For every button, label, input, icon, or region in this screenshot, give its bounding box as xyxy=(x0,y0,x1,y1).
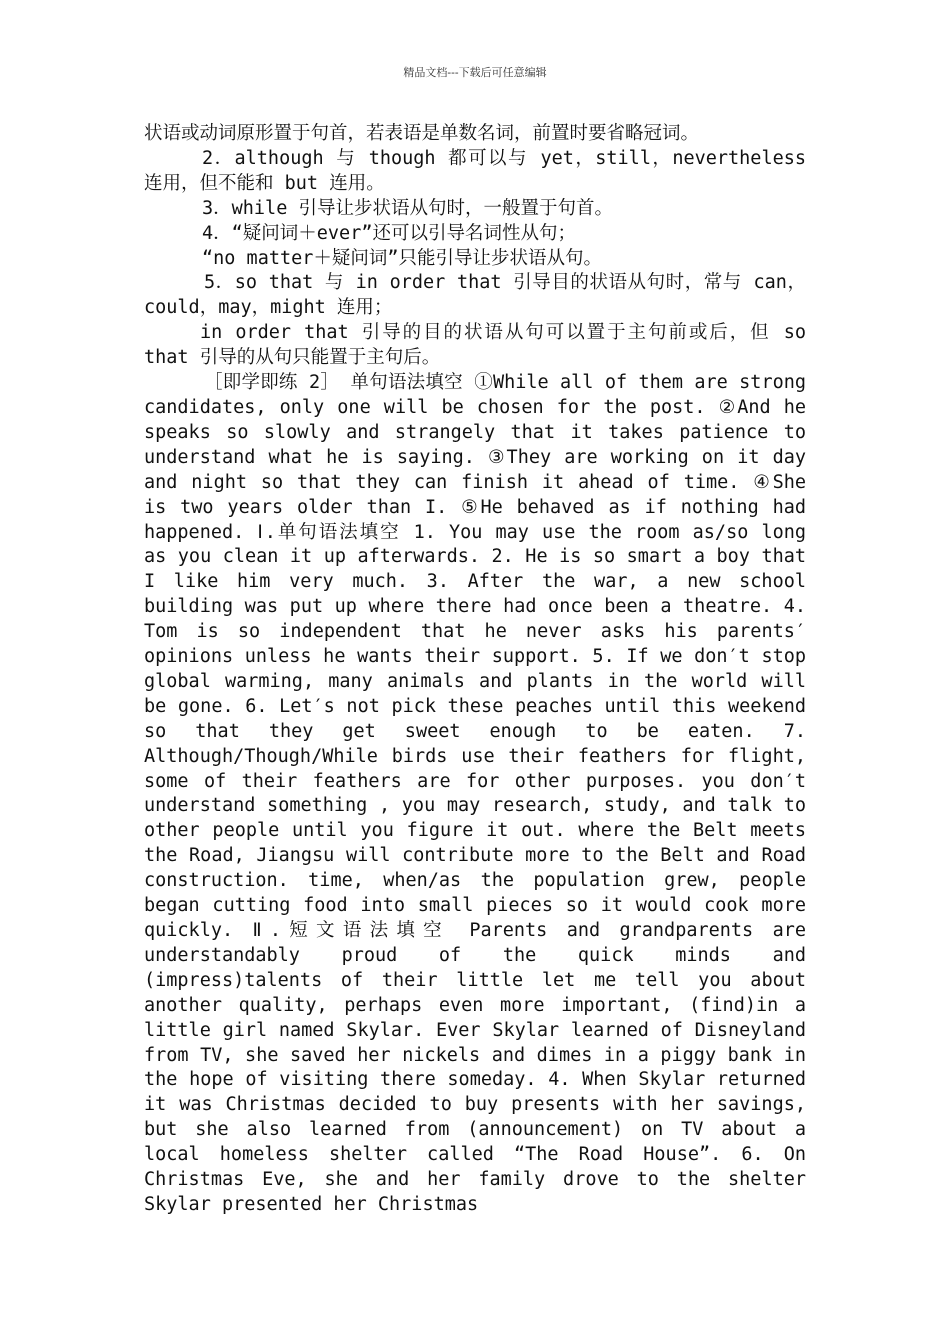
paragraph-8: ［即学即练 2］ 单句语法填空 ①While all of them are strong candidates, only one will be chosen for the post. ②And he speaks so slowly and strangely that it takes patience to understand what he is saying. ③They are working on it day and night so that they can finish it ahead of time. ④She is two years older than I. ⑤He behaved as if nothing had happened. Ⅰ.单句语法填空 1. You may use the room as/so long as you clean it up afterwards. 2. He is so smart a boy that I like him very much. 3. After the war, a new school building was put up where there had once been a theatre. 4. Tom is so independent that he never asks his parents′ opinions unless he wants their support. 5. If we don′t stop global warming, many animals and plants in the world will be gone. 6. Let′s not pick these peaches until this weekend so that they get sweet enough to be eaten. 7. Although/Though/While birds use their feathers for flight, some of their feathers are for other purposes. you don′t understand something , you may research, study, and talk to other people until you figure it out. where the Belt meets the Road, Jiangsu will contribute more to the Belt and Road construction. time, when/as the population grew, people began cutting food into small pieces so it would cook more quickly. Ⅱ.短文语法填空 Parents and grandparents are understandably proud of the quick minds and (impress)talents of their little let me tell you about another quality, perhaps even more important, (find)in a little girl named Skylar. Ever Skylar learned of Disneyland from TV, she saved her nickels and dimes in a piggy bank in the hope of visiting there someday. 4. When Skylar returned it was Christmas decided to buy presents with her savings, but she also learned from (announcement) on TV about a local homeless shelter called “The Road House”. 6. On Christmas Eve, she and her family drove to the shelter Skylar presented her Christmas xyxy=(144,372,806,1215)
page-header: 精品文档---下载后可任意编辑 xyxy=(403,66,547,79)
paragraph-7: in order that 引导的目的状语从句可以置于主句前或后，但 so that 引导的从句只能置于主句后。 xyxy=(144,322,806,369)
paragraph-4: 4．“疑问词＋ever”还可以引导名词性从句； xyxy=(202,222,576,244)
paragraph-3: 3．while 引导让步状语从句时，一般置于句首。 xyxy=(202,197,613,219)
paragraph-6: 5．so that 与 in order that 引导目的状语从句时，常与 can，could，may，might 连用； xyxy=(144,272,806,319)
paragraph-1: 状语或动词原形置于句首，若表语是单数名词，前置时要省略冠词。 xyxy=(144,123,700,144)
document-body xyxy=(144,122,806,1218)
paragraph-2: 2．although 与 though 都可以与 yet，still，nevertheless 连用，但不能和 but 连用。 xyxy=(144,147,806,194)
paragraph-5: “no matter＋疑问词”只能引导让步状语从句。 xyxy=(202,247,603,269)
